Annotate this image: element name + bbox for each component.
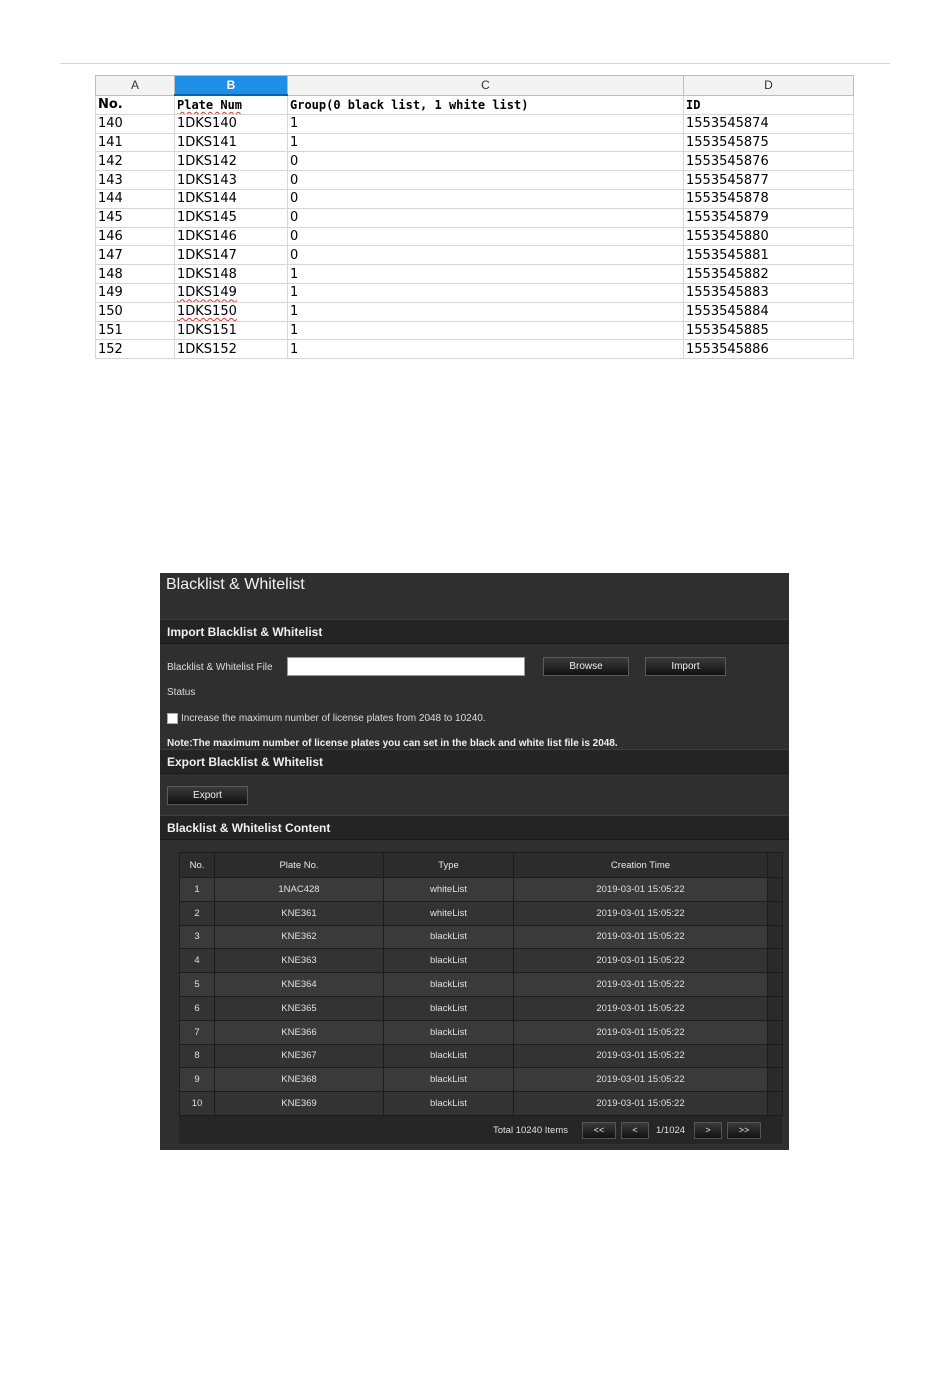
list-row[interactable]: [180, 1020, 783, 1044]
sheet-cell-group[interactable]: 1: [288, 321, 684, 340]
sheet-row: [96, 133, 854, 152]
col-plate[interactable]: Plate No.: [215, 853, 384, 878]
content-section-heading: Blacklist & Whitelist Content: [160, 815, 789, 840]
list-row[interactable]: [180, 925, 783, 949]
pagination: [179, 1116, 782, 1144]
sheet-cell-id[interactable]: 1553545882: [684, 265, 854, 284]
list-cell-type: blackList: [384, 996, 514, 1020]
sheet-row: [96, 114, 854, 133]
list-cell-type: blackList: [384, 949, 514, 973]
status-label: Status: [167, 687, 196, 698]
scrollbar-gutter-cell: [768, 925, 783, 949]
sheet-cell-plate[interactable]: 1DKS144: [175, 189, 288, 208]
sheet-row: [96, 265, 854, 284]
list-cell-plate: 1NAC428: [215, 878, 384, 902]
list-table: [179, 852, 783, 1116]
sheet-cell-group[interactable]: 0: [288, 227, 684, 246]
list-header-row: [180, 853, 783, 878]
sheet-cell-id[interactable]: 1553545877: [684, 171, 854, 190]
sheet-cell-id[interactable]: 1553545874: [684, 114, 854, 133]
sheet-cell-plate[interactable]: 1DKS152: [175, 340, 288, 359]
last-page-button[interactable]: >>: [727, 1122, 761, 1139]
list-cell-plate: KNE365: [215, 996, 384, 1020]
prev-page-button[interactable]: <: [621, 1122, 649, 1139]
list-cell-time: 2019-03-01 15:05:22: [514, 925, 768, 949]
list-cell-type: blackList: [384, 925, 514, 949]
spellcheck-text: 1DKS149: [177, 285, 237, 301]
list-cell-time: 2019-03-01 15:05:22: [514, 1020, 768, 1044]
sheet-cell-group[interactable]: 0: [288, 152, 684, 171]
sheet-cell-group[interactable]: 1: [288, 283, 684, 302]
sheet-cell-no[interactable]: 146: [96, 227, 175, 246]
list-cell-plate: KNE367: [215, 1044, 384, 1068]
sheet-cell-group[interactable]: 1: [288, 265, 684, 284]
file-label: Blacklist & Whitelist File: [167, 662, 273, 673]
list-cell-plate: KNE363: [215, 949, 384, 973]
scrollbar-gutter-cell: [768, 878, 783, 902]
sheet-cell-plate[interactable]: 1DKS145: [175, 208, 288, 227]
list-row[interactable]: [180, 878, 783, 902]
list-cell-type: whiteList: [384, 878, 514, 902]
list-cell-time: 2019-03-01 15:05:22: [514, 1092, 768, 1116]
sheet-row: [96, 321, 854, 340]
sheet-cell-plate[interactable]: 1DKS151: [175, 321, 288, 340]
increase-max-checkbox[interactable]: [167, 713, 178, 724]
sheet-cell-plate[interactable]: 1DKS147: [175, 246, 288, 265]
sheet-cell-id[interactable]: 1553545876: [684, 152, 854, 171]
scrollbar-gutter: [768, 853, 783, 878]
sheet-cell-id[interactable]: 1553545881: [684, 246, 854, 265]
sheet-cell-no[interactable]: 141: [96, 133, 175, 152]
scrollbar-gutter-cell: [768, 1068, 783, 1092]
list-cell-time: 2019-03-01 15:05:22: [514, 878, 768, 902]
column-header-c[interactable]: C: [288, 76, 684, 96]
sheet-header-row: [96, 95, 854, 114]
list-cell-time: 2019-03-01 15:05:22: [514, 1044, 768, 1068]
sheet-row: [96, 283, 854, 302]
list-row[interactable]: [180, 949, 783, 973]
sheet-cell-no[interactable]: 148: [96, 265, 175, 284]
sheet-cell-no[interactable]: 140: [96, 114, 175, 133]
scrollbar-gutter-cell: [768, 996, 783, 1020]
sheet-row: [96, 246, 854, 265]
file-path-input[interactable]: [287, 657, 525, 676]
list-cell-type: blackList: [384, 1020, 514, 1044]
col-time[interactable]: Creation Time: [514, 853, 768, 878]
blacklist-whitelist-panel: [160, 573, 789, 1150]
list-cell-time: 2019-03-01 15:05:22: [514, 949, 768, 973]
sheet-row: [96, 208, 854, 227]
list-row[interactable]: [180, 901, 783, 925]
sheet-cell-group[interactable]: 0: [288, 189, 684, 208]
list-cell-no: 3: [180, 925, 215, 949]
list-cell-time: 2019-03-01 15:05:22: [514, 996, 768, 1020]
list-cell-plate: KNE361: [215, 901, 384, 925]
scrollbar-gutter-cell: [768, 949, 783, 973]
page-indicator: 1/1024: [656, 1125, 686, 1136]
column-header-d[interactable]: D: [684, 76, 854, 96]
sheet-cell-id[interactable]: 1553545880: [684, 227, 854, 246]
sheet-cell-id[interactable]: 1553545879: [684, 208, 854, 227]
list-cell-no: 5: [180, 973, 215, 997]
list-cell-plate: KNE366: [215, 1020, 384, 1044]
sheet-cell-group[interactable]: 0: [288, 246, 684, 265]
page-rule: [60, 63, 890, 64]
col-type[interactable]: Type: [384, 853, 514, 878]
sheet-cell-group[interactable]: 0: [288, 208, 684, 227]
export-button[interactable]: Export: [167, 786, 248, 805]
list-cell-type: blackList: [384, 1068, 514, 1092]
column-header-b[interactable]: B: [175, 76, 288, 96]
list-cell-plate: KNE362: [215, 925, 384, 949]
export-section-heading: Export Blacklist & Whitelist: [160, 749, 789, 774]
list-cell-plate: KNE369: [215, 1092, 384, 1116]
sheet-cell-plate[interactable]: 1DKS146: [175, 227, 288, 246]
sheet-cell-plate[interactable]: 1DKS140: [175, 114, 288, 133]
scrollbar-gutter-cell: [768, 1044, 783, 1068]
list-row[interactable]: [180, 1092, 783, 1116]
sheet-cell-group[interactable]: 1: [288, 340, 684, 359]
sheet-cell-group[interactable]: 0: [288, 171, 684, 190]
list-cell-time: 2019-03-01 15:05:22: [514, 1068, 768, 1092]
sheet-row: [96, 227, 854, 246]
header-plate[interactable]: [175, 95, 288, 114]
spreadsheet: [95, 75, 854, 359]
sheet-row: [96, 171, 854, 190]
panel-title: Blacklist & Whitelist: [166, 576, 305, 593]
increase-max-label: Increase the maximum number of license plates from 2048 to 10240.: [181, 713, 486, 724]
import-note: Note:The maximum number of license plates you can set in the black and white list file is 2048.: [167, 738, 618, 749]
sheet-cell-id[interactable]: 1553545884: [684, 302, 854, 321]
sheet-cell-id[interactable]: 1553545885: [684, 321, 854, 340]
sheet-row: [96, 189, 854, 208]
list-cell-no: 1: [180, 878, 215, 902]
scrollbar-gutter-cell: [768, 901, 783, 925]
header-no[interactable]: No.: [96, 95, 175, 114]
sheet-cell-no[interactable]: 149: [96, 283, 175, 302]
header-group[interactable]: Group(0 black list, 1 white list): [288, 95, 684, 114]
import-section-heading: Import Blacklist & Whitelist: [160, 619, 789, 644]
sheet-cell-group[interactable]: 1: [288, 133, 684, 152]
list-cell-time: 2019-03-01 15:05:22: [514, 973, 768, 997]
list-content-grid: [179, 852, 782, 1144]
sheet-row: [96, 302, 854, 321]
sheet-cell-id[interactable]: 1553545875: [684, 133, 854, 152]
column-letters: [96, 76, 854, 96]
sheet-cell-id[interactable]: 1553545878: [684, 189, 854, 208]
list-cell-no: 4: [180, 949, 215, 973]
sheet-cell-plate[interactable]: [175, 283, 288, 302]
header-plate-text: Plate Num: [177, 97, 243, 112]
import-button[interactable]: Import: [645, 657, 726, 676]
list-cell-no: 10: [180, 1092, 215, 1116]
scrollbar-gutter-cell: [768, 1092, 783, 1116]
list-cell-type: blackList: [384, 973, 514, 997]
sheet-cell-no[interactable]: 143: [96, 171, 175, 190]
first-page-button[interactable]: <<: [582, 1122, 616, 1139]
sheet-row: [96, 152, 854, 171]
list-cell-type: blackList: [384, 1044, 514, 1068]
list-cell-no: 9: [180, 1068, 215, 1092]
list-cell-type: blackList: [384, 1092, 514, 1116]
next-page-button[interactable]: >: [694, 1122, 722, 1139]
sheet-cell-plate[interactable]: 1DKS148: [175, 265, 288, 284]
sheet-cell-no[interactable]: 147: [96, 246, 175, 265]
scrollbar-gutter-cell: [768, 973, 783, 997]
sheet-cell-no[interactable]: 144: [96, 189, 175, 208]
list-cell-plate: KNE364: [215, 973, 384, 997]
col-no[interactable]: No.: [180, 853, 215, 878]
list-cell-no: 7: [180, 1020, 215, 1044]
sheet-cell-plate[interactable]: 1DKS141: [175, 133, 288, 152]
sheet-cell-no[interactable]: 150: [96, 302, 175, 321]
sheet-cell-id[interactable]: 1553545883: [684, 283, 854, 302]
list-cell-time: 2019-03-01 15:05:22: [514, 901, 768, 925]
sheet-cell-group[interactable]: 1: [288, 114, 684, 133]
sheet-cell-plate[interactable]: 1DKS142: [175, 152, 288, 171]
column-header-a[interactable]: A: [96, 76, 175, 96]
total-items: Total 10240 Items: [493, 1125, 568, 1136]
list-row[interactable]: [180, 973, 783, 997]
list-cell-no: 8: [180, 1044, 215, 1068]
browse-button[interactable]: Browse: [543, 657, 629, 676]
list-cell-no: 6: [180, 996, 215, 1020]
sheet-cell-no[interactable]: 152: [96, 340, 175, 359]
sheet-cell-plate[interactable]: 1DKS143: [175, 171, 288, 190]
list-row[interactable]: [180, 1044, 783, 1068]
sheet-cell-no[interactable]: 142: [96, 152, 175, 171]
spellcheck-text: 1DKS150: [177, 304, 237, 320]
sheet-cell-plate[interactable]: [175, 302, 288, 321]
sheet-cell-group[interactable]: 1: [288, 302, 684, 321]
sheet-cell-id[interactable]: 1553545886: [684, 340, 854, 359]
sheet-cell-no[interactable]: 145: [96, 208, 175, 227]
list-cell-plate: KNE368: [215, 1068, 384, 1092]
list-row[interactable]: [180, 996, 783, 1020]
list-cell-type: whiteList: [384, 901, 514, 925]
sheet-row: [96, 340, 854, 359]
scrollbar-gutter-cell: [768, 1020, 783, 1044]
sheet-cell-no[interactable]: 151: [96, 321, 175, 340]
header-id[interactable]: ID: [684, 95, 854, 114]
list-cell-no: 2: [180, 901, 215, 925]
list-row[interactable]: [180, 1068, 783, 1092]
